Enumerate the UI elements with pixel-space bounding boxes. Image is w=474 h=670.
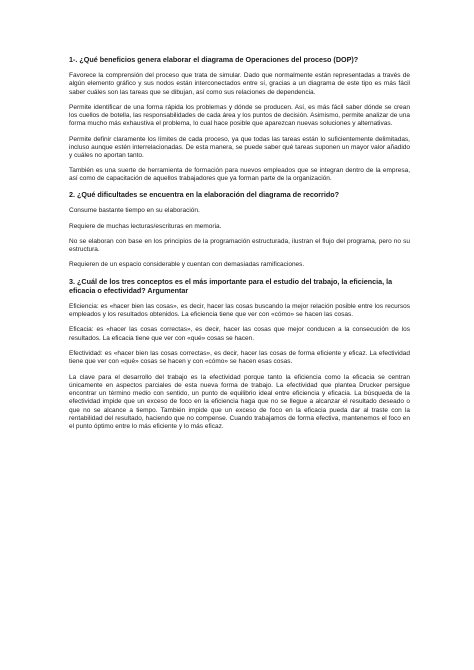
section-2-paragraph: No se elaboran con base en los principios de la programación estructurada, ilustran el flujo del programa, pero no su estructura. (69, 237, 410, 254)
section-3-paragraph: Efectividad: es «hacer bien las cosas correctas», es decir, hacer las cosas de forma eficiente y eficaz. La efectividad tiene que ver con «qué» cosas se hacen y con «cómo» se hacen esas cosas. (69, 349, 410, 366)
section-2-heading: 2. ¿Qué dificultades se encuentra en la elaboración del diagrama de recorrido? (69, 190, 340, 200)
section-3-heading: 3. ¿Cuál de los tres conceptos es el más importante para el estudio del trabajo, la eficiencia, la eficacia o efectividad? Argumentar (69, 276, 393, 295)
section-1-paragraph: Favorece la comprensión del proceso que trata de simular. Dado que normalmente están representadas a través de algún elemento gráfico y sus nodos están interconectados entre sí, gracias a un diagrama de este tipo es más fácil saber cuáles son las tareas que se dibujan, así como sus relaciones de dependencia. (69, 72, 410, 96)
section-1-heading: 1-. ¿Qué beneficios genera elaborar el diagrama de Operaciones del proceso (DOP)? (69, 55, 359, 64)
section-2-paragraph: Consume bastante tiempo en su elaboración. (69, 207, 200, 215)
section-3-paragraph: La clave para el desarrollo del trabajo es la efectividad porque tanto la eficiencia como la eficacia se centran únicamente en aspectos parciales de esta nueva forma de trabajo. La efectividad que plantea Drucker persigue encontrar un término medio con sentido, un punto de equilibrio ideal entre eficiencia y eficacia. La búsqueda de la efectividad impide que un exceso de foco en la eficiencia haga que no se llegue a alcanzar el resultado deseado o que no se alcance a tiempo. También impide que un exceso de foco en la eficacia pueda dar al traste con la rentabilidad del resultado, haciendo que no compense. Cuando trabajamos de forma efectiva, mantenemos el foco en el punto óptimo entre lo más eficiente y lo más eficaz. (69, 373, 410, 431)
section-2-paragraph: Requieren de un espacio considerable y cuentan con demasiadas ramificaciones. (69, 261, 305, 269)
section-1-paragraph: Permite definir claramente los límites de cada proceso, ya que todas las tareas están lo suficientemente delimitadas, incluso aunque estén interrelacionadas. De esta manera, se puede saber qué tareas suponen un mayor valor añadido y cuáles no aportan tanto. (69, 135, 410, 160)
section-3-paragraph: Eficiencia: es «hacer bien las cosas», es decir, hacer las cosas buscando la mejor relación posible entre los recursos empleados y los resultados obtenidos. La eficiencia tiene que ver con «cómo» se hacen las cosas. (69, 302, 410, 319)
section-2-paragraph: Requiere de muchas lecturas/escrituras en memoria. (69, 222, 222, 230)
section-1-paragraph: Permite identificar de una forma rápida los problemas y dónde se producen. Así, es más fácil saber dónde se crean los cuellos de botella, las responsabilidades de cada área y los puntos de decisión. Asimismo, permite analizar de una forma mucho más exhaustiva el problema, lo cual hace posible que aparezcan nuevas soluciones y alternativas. (69, 103, 410, 128)
section-1-paragraph: También es una suerte de herramienta de formación para nuevos empleados que se integran dentro de la empresa, así como de capacitación de aquellos trabajadores que ya forman parte de la organización. (69, 166, 410, 182)
section-3-paragraph: Eficacia: es «hacer las cosas correctas», es decir, hacer las cosas que mejor conducen a la consecución de los resultados. La eficacia tiene que ver con «qué» cosas se hacen. (69, 326, 410, 342)
